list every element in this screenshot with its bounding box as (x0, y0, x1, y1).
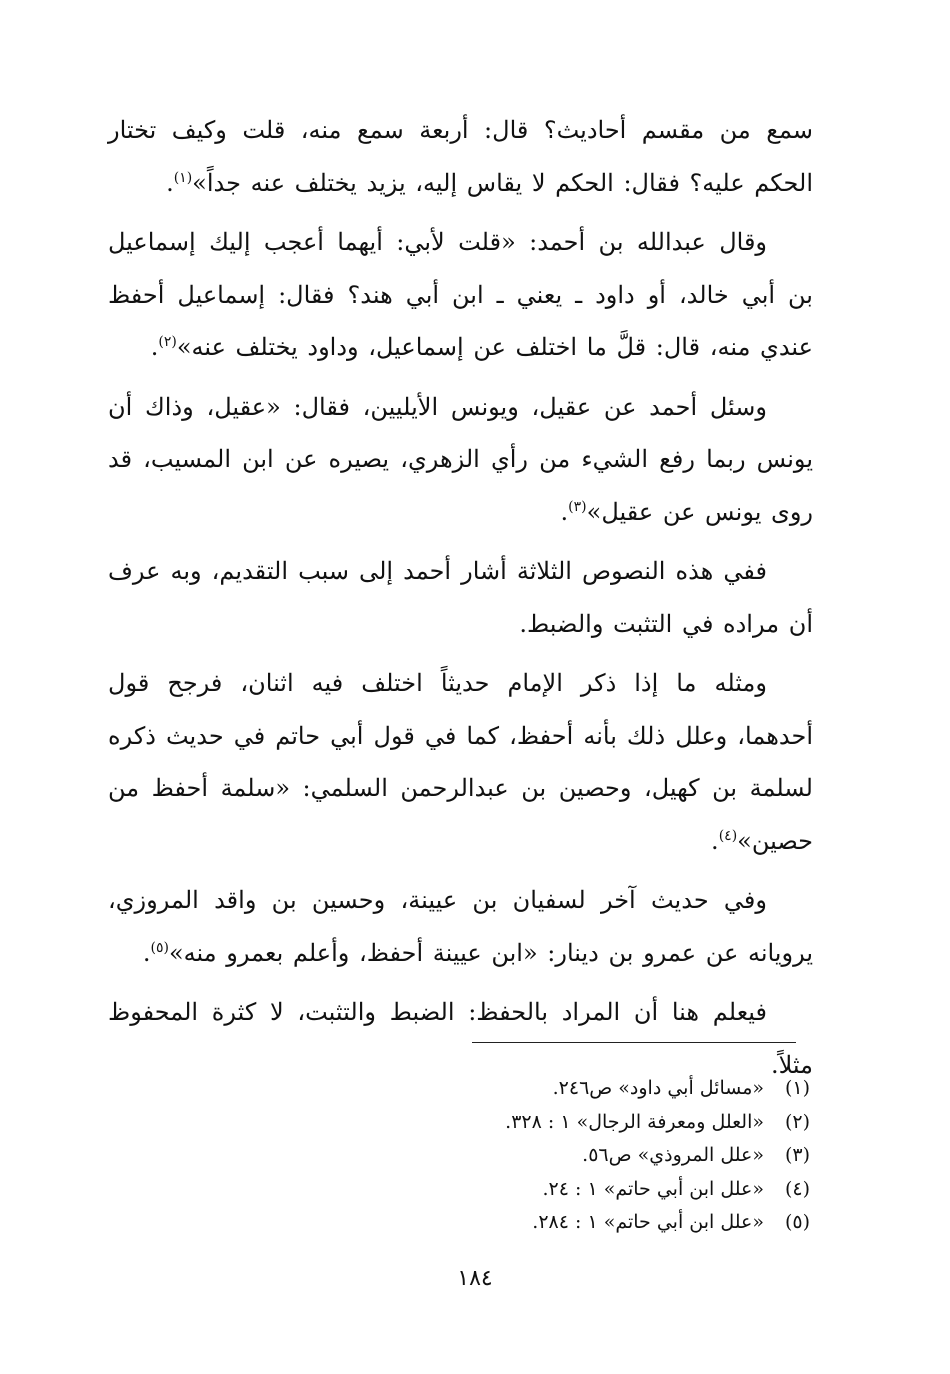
footnote-number: (٢) (784, 1110, 810, 1133)
paragraph (108, 381, 813, 539)
paragraph-text: وسئل أحمد عن عقيل، ويونس الأيليين، فقال: «عقيل، وذاك أن يونس ربما رفع الشيء من رأي الزهري، يصيره عن ابن المسيب، قد روى يونس عن عقيل» (108, 392, 813, 526)
paragraph-end: . (711, 826, 719, 855)
footnote-number: (١) (784, 1077, 810, 1099)
footnote-separator (472, 1042, 796, 1043)
footnote-ref: (٢) (158, 334, 177, 350)
paragraph (108, 216, 813, 374)
footnote-ref: (١) (173, 169, 193, 186)
footnote-ref: (٥) (150, 939, 169, 956)
footnote (330, 1072, 810, 1106)
footnote-ref: (٤) (718, 827, 738, 844)
paragraph-end: . (560, 497, 569, 526)
paragraph (108, 545, 813, 650)
footnote-ref: (٣) (568, 498, 587, 515)
footnote-number: (٥) (784, 1211, 810, 1233)
footnote (330, 1139, 810, 1173)
paragraph (108, 104, 813, 209)
footnote (330, 1206, 810, 1240)
footnote-text: «العلل ومعرفة الرجال» ١ : ٣٢٨. (505, 1110, 764, 1133)
footnote-number: (٣) (784, 1144, 810, 1166)
paragraph-end: . (166, 168, 174, 197)
footnote (330, 1106, 810, 1140)
paragraph-text: وقال عبدالله بن أحمد: «قلت لأبي: أيهما أعجب إليك إسماعيل بن أبي خالد، أو داود ـ يعني ـ ابن أبي هند؟ فقال: إسماعيل أحفظ عندي منه، قال: قلَّ ما اختلف عن إسماعيل، وداود يختلف عنه» (108, 228, 813, 361)
footnote-number: (٤) (784, 1177, 810, 1200)
footnote-text: «علل ابن أبي حاتم» ١ : ٢٨٤. (532, 1211, 764, 1233)
paragraph-end: . (142, 938, 151, 967)
footnote-text: «مسائل أبي داود» ص٢٤٦. (552, 1077, 764, 1099)
paragraph-text: ومثله ما إذا ذكر الإمام حديثاً اختلف فيه اثنان، فرجح قول أحدهما، وعلل ذلك بأنه أحفظ، كما في قول أبي حاتم في حديث ذكره لسلمة بن كهيل، وحصين بن عبدالرحمن السلمي: «سلمة أحفظ من حصين» (108, 669, 813, 855)
paragraph-end: . (150, 333, 159, 361)
footnotes (330, 1072, 810, 1240)
paragraph-text: سمع من مقسم أحاديث؟ قال: أربعة سمع منه، قلت وكيف تختار الحكم عليه؟ فقال: الحكم لا يقاس إليه، يزيد يختلف عنه جداً» (108, 116, 813, 197)
paragraph-text: وفي حديث آخر لسفيان بن عيينة، وحسين بن واقد المروزي، يرويانه عن عمرو بن دينار: «ابن عيينة أحفظ، وأعلم بعمرو منه» (108, 886, 813, 967)
paragraph-text: فيعلم هنا أن المراد بالحفظ: الضبط والتثبت، لا كثرة المحفوظ مثلاً. (108, 998, 813, 1079)
footnote-text: «علل ابن أبي حاتم» ١ : ٢٤. (542, 1177, 764, 1200)
paragraph (108, 657, 813, 867)
footnote (330, 1173, 810, 1207)
page-number: ١٨٤ (457, 1266, 493, 1291)
paragraph (108, 874, 813, 979)
paragraph-text: ففي هذه النصوص الثلاثة أشار أحمد إلى سبب التقديم، وبه عرف أن مراده في التثبت والضبط. (108, 557, 813, 638)
footnote-text: «علل المروذي» ص٥٦. (582, 1144, 764, 1166)
body-text (108, 104, 813, 1091)
